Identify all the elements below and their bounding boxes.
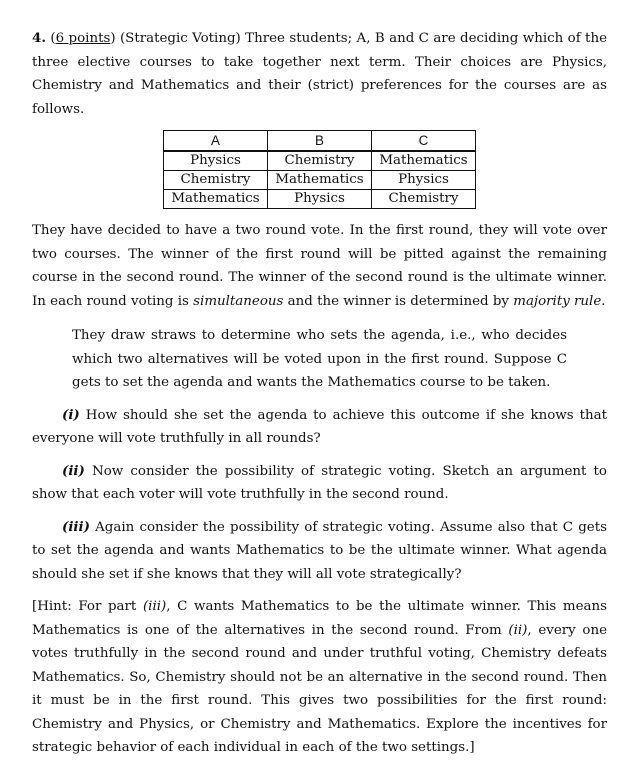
question-text: Now consider the possibility of strategic voting. Sketch an argument to show that each voter will vote truthfully in the second round. <box>32 463 607 502</box>
table-row <box>164 151 476 171</box>
table-header-c: C <box>372 131 476 152</box>
hint-paragraph <box>32 595 607 760</box>
table-row <box>164 190 476 209</box>
table-cell: Chemistry <box>372 190 476 209</box>
table-cell: Physics <box>268 190 372 209</box>
preferences-table <box>163 130 476 209</box>
rules-text: They have decided to have a two round vote. In the first round, they will vote over two courses. The winner of the first round will be pitted against the remaining course in the second round. The winner of the second round is the ultimate winner. In each round voting is <box>32 223 607 309</box>
question-label: (iii) <box>62 518 90 535</box>
table-cell: Mathematics <box>372 151 476 171</box>
problem-intro-text: Three students; A, B and C are deciding which of the three elective courses to take together next term. Their choices are Physics, Chemistry and Mathematics and their (strict) preferences for the courses are as follows. <box>32 31 607 117</box>
table-cell: Physics <box>372 171 476 190</box>
question-iii <box>32 516 607 587</box>
simultaneous-term: simultaneous <box>193 293 284 309</box>
question-label: (ii) <box>62 462 85 479</box>
rules-text-end: . <box>601 293 606 309</box>
table-cell: Mathematics <box>268 171 372 190</box>
problem-number: 4. <box>32 30 46 46</box>
hint-text: [Hint: For part <box>32 599 137 614</box>
hint-ref-iii: (iii) <box>142 599 167 614</box>
table-cell: Mathematics <box>164 190 268 209</box>
question-text: How should she set the agenda to achieve this outcome if she knows that everyone will vote truthfully in all rounds? <box>32 407 607 446</box>
question-label: (i) <box>62 406 80 423</box>
hint-text: , every one votes truthfully in the second round and under truthful voting, Chemistry defeats Mathematics. So, Chemistry should not be an alternative in the second round. Then it must be in the first round. This gives two possibilities for the first round: Chemistry and Physics, or Chemistry and Mathematics. Explore the incentives for strategic behavior of each individual in each of the two settings.] <box>32 622 607 755</box>
rules-text-mid: and the winner is determined by <box>287 293 509 309</box>
hint-text: , C wants Mathematics to be the ultimate winner. This means Mathematics is one of the alternatives in the second round. From <box>32 599 607 638</box>
table-header-b: B <box>268 131 372 152</box>
question-ii <box>32 460 607 507</box>
problem-intro: 4. (6 points) (Strategic Voting) Three students; A, B and C are deciding which of the three elective courses to take together next term. Their choices are Physics, Chemistry and Mathematics and their (strict) preferences for the courses are as follows. <box>32 30 607 117</box>
question-text: Again consider the possibility of strategic voting. Assume also that C gets to set the agenda and wants Mathematics to be the ultimate winner. What agenda should she set if she knows that they will all vote strategically? <box>32 519 607 582</box>
table-cell: Chemistry <box>164 171 268 190</box>
table-cell: Chemistry <box>268 151 372 171</box>
problem-points: 6 points <box>55 31 111 46</box>
hint-ref-ii: (ii) <box>508 622 528 638</box>
rules-paragraph <box>32 219 607 313</box>
majority-rule-term: majority rule <box>513 293 602 309</box>
table-cell: Physics <box>164 151 268 171</box>
problem-topic: (Strategic Voting) <box>119 31 241 46</box>
question-i <box>32 404 607 451</box>
table-header-a: A <box>164 131 268 152</box>
table-row <box>164 171 476 190</box>
agenda-paragraph: They draw straws to determine who sets the agenda, i.e., who decides which two alternatives will be voted upon in the first round. Suppose C gets to set the agenda and wants the Mathematics course to be taken. <box>72 328 567 390</box>
problem-page <box>32 27 607 760</box>
